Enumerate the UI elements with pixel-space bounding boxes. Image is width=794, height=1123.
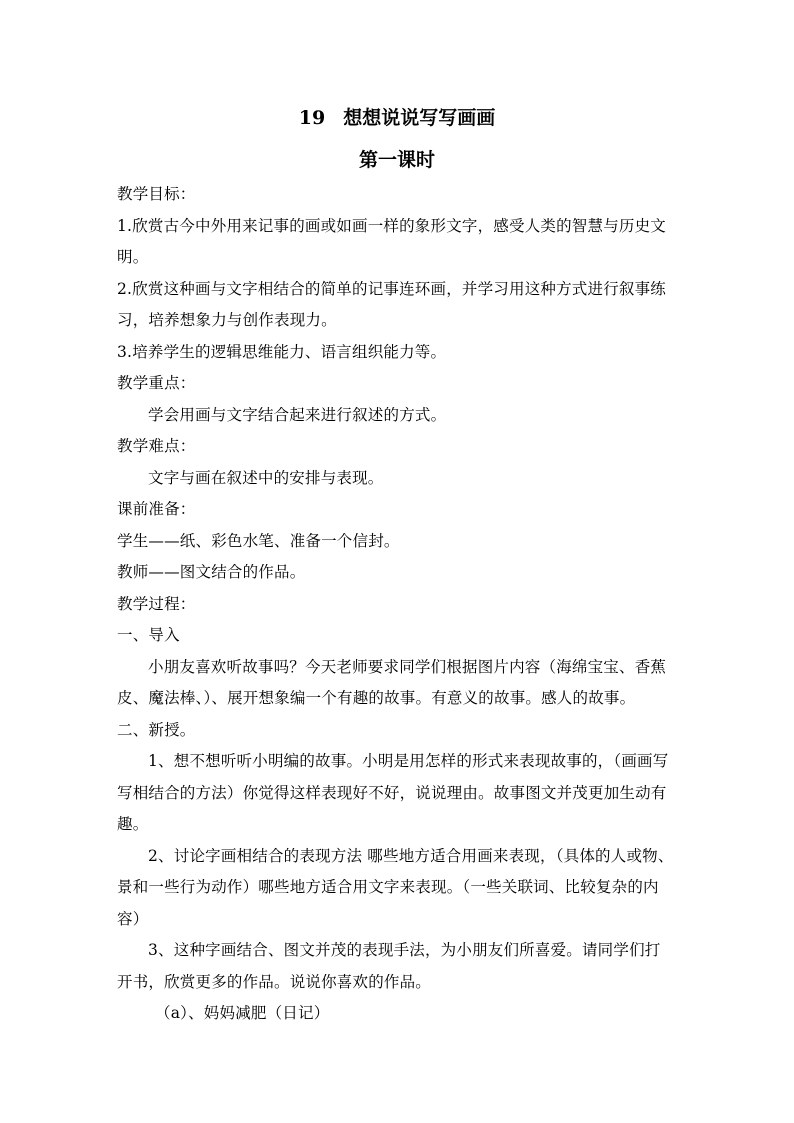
step-2-line-2: 景和一些行为动作）哪些地方适合用文字来表现。（一些关联词、比较复杂的内: [117, 878, 659, 896]
section-1-heading: 一、导入: [117, 626, 180, 644]
goal-1-line-2: 明。: [117, 248, 149, 266]
example-a: （a）、妈妈减肥（日记）: [155, 1004, 330, 1022]
step-3-line-2: 开书，欣赏更多的作品。说说你喜欢的作品。: [117, 973, 432, 991]
lesson-subtitle: 第一课时: [358, 149, 435, 171]
goal-1-line-1: 1.欣赏古今中外用来记事的画或如画一样的象形文字，感受人类的智慧与历史文: [117, 217, 666, 235]
lesson-number: 19: [298, 107, 326, 129]
preparation-teacher: 教师——图文结合的作品。: [117, 563, 306, 581]
goal-2-line-2: 习，培养想象力与创作表现力。: [117, 311, 337, 329]
key-points-body: 学会用画与文字结合起来进行叙述的方式。: [148, 406, 447, 424]
step-1-line-3: 趣。: [117, 815, 149, 833]
preparation-heading: 课前准备：: [117, 500, 196, 518]
goal-2-line-1: 2.欣赏这种画与文字相结合的简单的记事连环画，并学习用这种方式进行叙事练: [117, 280, 666, 298]
step-1-line-1: 1、想不想听听小明编的故事。小明是用怎样的形式来表现故事的，（画画写: [148, 752, 669, 770]
section-2-heading: 二、新授。: [117, 721, 196, 739]
process-heading: 教学过程：: [117, 595, 196, 613]
preparation-students: 学生——纸、彩色水笔、准备一个信封。: [117, 532, 400, 550]
goals-heading: 教学目标：: [117, 185, 196, 203]
lesson-title: [0, 104, 794, 132]
section-1-line-1: 小朋友喜欢听故事吗？今天老师要求同学们根据图片内容（海绵宝宝、香蕉: [148, 658, 667, 676]
step-1-line-2: 写相结合的方法）你觉得这样表现好不好，说说理由。故事图文并茂更加生动有: [117, 784, 667, 802]
step-2-line-1: 2、讨论字画相结合的表现方法 哪些地方适合用画来表现，（具体的人或物、: [148, 847, 674, 865]
difficulties-heading: 教学难点：: [117, 437, 196, 455]
difficulties-body: 文字与画在叙述中的安排与表现。: [148, 469, 384, 487]
section-1-line-2: 皮、魔法棒、）、展开想象编一个有趣的故事。有意义的故事。感人的故事。: [117, 689, 636, 707]
goal-3: 3.培养学生的逻辑思维能力、语言组织能力等。: [117, 343, 447, 361]
lesson-title-text: 想想说说写写画画: [343, 107, 496, 129]
step-3-line-1: 3、这种字画结合、图文并茂的表现手法，为小朋友们所喜爱。请同学们打: [148, 941, 661, 959]
key-points-heading: 教学重点：: [117, 374, 196, 392]
step-2-line-3: 容）: [117, 910, 149, 928]
